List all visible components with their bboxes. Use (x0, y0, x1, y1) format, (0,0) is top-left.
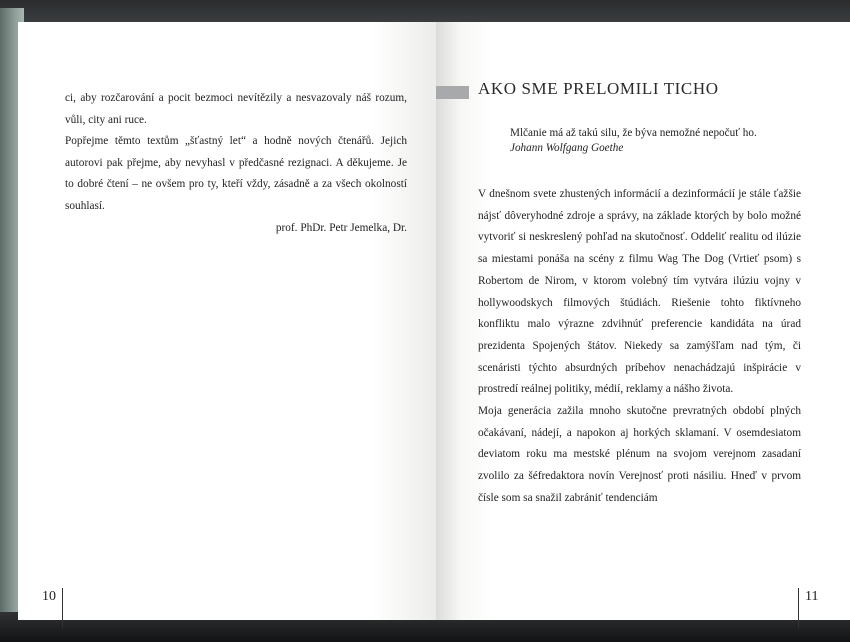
page-number-left: 10 (42, 588, 63, 628)
left-page-body (65, 88, 407, 239)
left-paragraph: Popřejme těmto textům „šťastný let“ a hodně nových čtenářů. Jejich autorovi pak přejme, aby nevyhasl v předčasné rezignaci. A děkujeme. Je to dobré čtení – ne ovšem pro ty, kteří vždy, zásadně a za všech okolností souhlasí. (65, 135, 407, 212)
signature: prof. PhDr. Petr Jemelka, Dr. (275, 221, 407, 234)
chapter-title: AKO SME PRELOMILI TICHO (478, 79, 719, 98)
right-page (436, 22, 850, 620)
right-page-body (478, 184, 801, 510)
chapter-title-bar (436, 86, 469, 99)
book-cover-top (0, 0, 850, 22)
right-paragraph: V dnešnom svete zhustených informácií a dezinformácií je stále ťažšie nájsť dôveryhodné zdroje a správy, na základe ktorých by bolo možné vytvoriť si neskreslený pohľad na skutočnosť. Oddeliť realitu od ilúzie sa miestami ponáša na scény z filmu Wag The Dog (Vrtieť psom) s Robertom de Nirom, v ktorom volebný tím vytvára ilúziu vojny v hollywoodskych filmových štúdiách. Riešenie tohto fiktívneho konfliktu malo výrazne zdvihnúť preferencie kandidáta na úrad prezidenta Spojených štátov. Niekedy sa zamýšľam nad tým, či scenáristi týchto absurdných príbehov nenachádzajú inšpirácie v prostredí reálnej politiky, médií, reklamy a nášho života. (478, 188, 801, 396)
motto-text: Mlčanie má až takú silu, že býva nemožné nepočuť ho. (510, 127, 757, 139)
right-paragraph: Moja generácia zažila mnoho skutočne prevratných období plných očakávaní, nádejí, a napokon aj horkých sklamaní. V osemdesiatom deviatom roku ma mestské plénum na svojom verejnom zasadaní zvolilo za šéfredaktora novín Verejnosť proti násiliu. Hneď v prvom čísle som sa snažil zabrániť tendenciám (478, 405, 801, 504)
motto (510, 126, 810, 156)
left-page (18, 22, 436, 620)
left-paragraph: ci, aby rozčarování a pocit bezmoci nevítězily a nesvazovaly náš rozum, vůli, city ani ruce. (65, 92, 407, 126)
page-number-right: 11 (798, 588, 818, 628)
motto-author: Johann Wolfgang Goethe (510, 142, 624, 154)
